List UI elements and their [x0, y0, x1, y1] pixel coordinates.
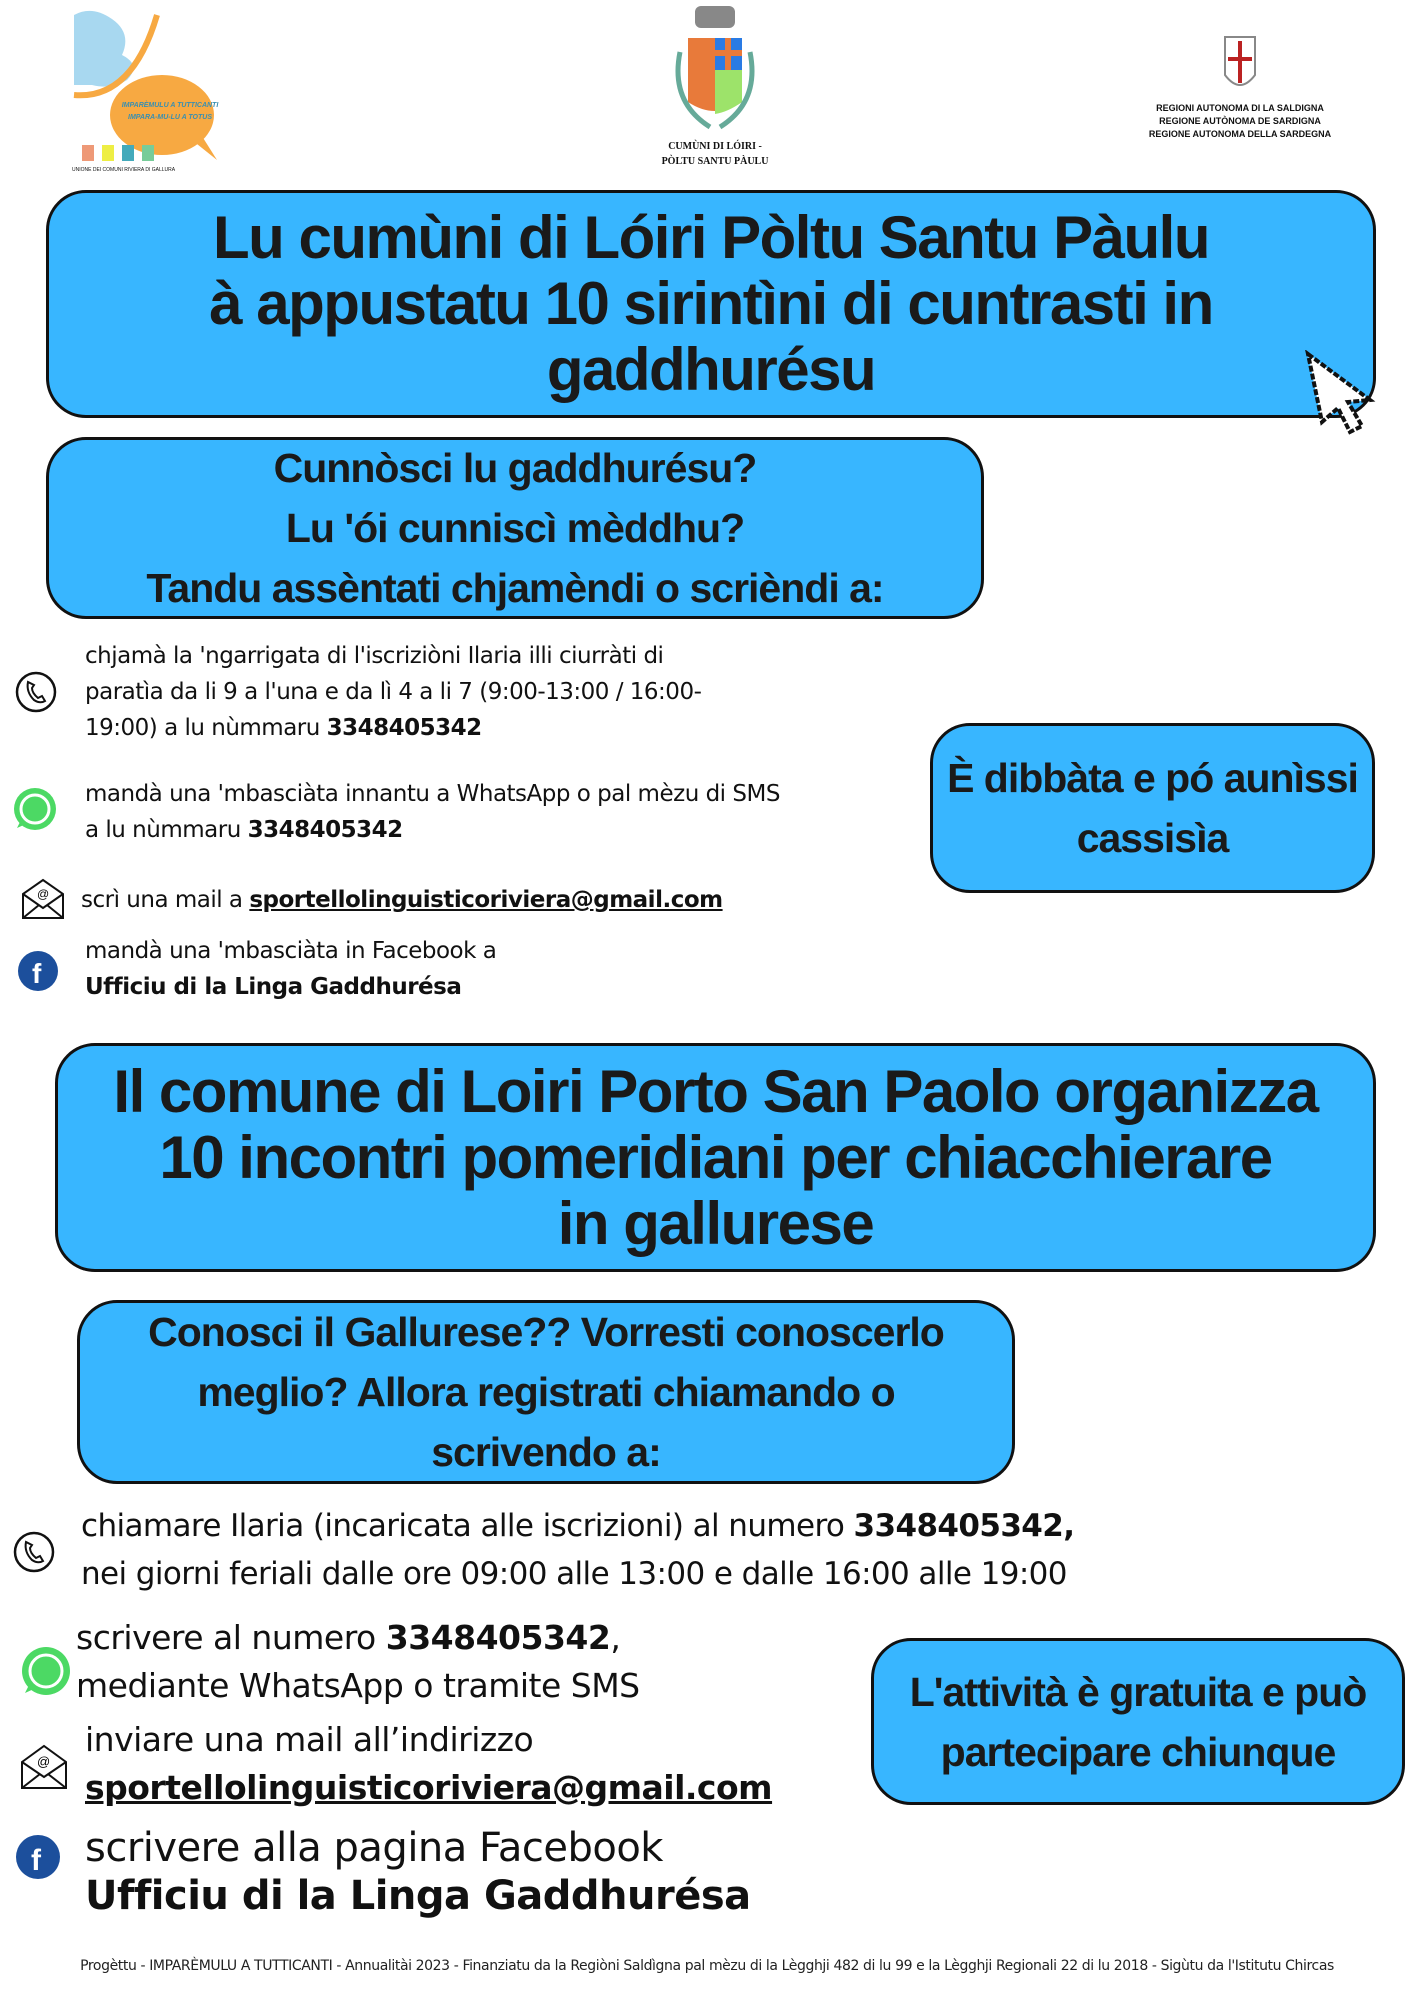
title-line: 10 incontri pomeridiani per chiacchierare — [159, 1123, 1272, 1191]
text-line: mandà una 'mbasciàta in Facebook a — [85, 938, 497, 964]
facebook-icon — [15, 1834, 61, 1880]
region-caption-line: REGIONE AUTÒNOMA DE SARDIGNA — [1159, 116, 1321, 126]
gallurese-whatsapp-text — [85, 776, 885, 848]
italian-title-box — [55, 1043, 1376, 1272]
question-line: scrivendo a: — [431, 1429, 661, 1475]
phone-number[interactable]: 3348405342, — [853, 1508, 1075, 1544]
imparemulu-logo-graphic — [72, 5, 252, 177]
facebook-icon — [17, 950, 59, 992]
municipality-crest — [650, 2, 780, 174]
logo-text-line: IMPARÈMULU A TUTTICANTI — [121, 102, 219, 109]
logo-caption: UNIONE DEI COMUNI RIVIERA DI GALLURA — [72, 167, 176, 173]
svg-text:f: f — [32, 958, 42, 989]
text-line: nei giorni feriali dalle ore 09:00 alle 13:00 e dalle 16:00 alle 19:00 — [81, 1556, 1067, 1592]
question-line: Conosci il Gallurese?? Vorresti conoscerlo — [148, 1309, 944, 1355]
email-icon — [21, 878, 65, 920]
italian-question-box — [77, 1300, 1015, 1484]
text-line: 19:00) a lu nùmmaru — [85, 715, 327, 741]
title-line: in gallurese — [557, 1189, 874, 1257]
title-line: Il comune di Loiri Porto San Paolo organizza — [113, 1057, 1318, 1125]
title-line: Lu cumùni di Lóiri Pòltu Santu Pàulu — [213, 204, 1209, 271]
crest-icon — [650, 2, 780, 134]
gallurese-phone-text — [85, 638, 805, 746]
italian-whatsapp-text — [76, 1614, 640, 1710]
facebook-page-link[interactable]: Ufficiu di la Linga Gaddhurésa — [85, 1873, 751, 1919]
question-line: Cunnòsci lu gaddhurésu? — [273, 445, 757, 491]
email-icon — [20, 1744, 68, 1790]
whatsapp-number[interactable]: 3348405342 — [385, 1618, 611, 1657]
phone-number[interactable]: 3348405342 — [326, 715, 482, 741]
italian-mail-text — [85, 1716, 772, 1812]
text-line: scrivere al numero — [76, 1618, 386, 1657]
question-line: Lu 'ói cunniscì mèddhu? — [285, 505, 745, 551]
free-line: cassisìa — [1076, 815, 1229, 861]
question-line: meglio? Allora registrati chiamando o — [197, 1369, 895, 1415]
text-line: a lu nùmmaru — [85, 817, 248, 843]
text-line: chjamà la 'ngarrigata di l'iscriziòni Ilaria illi ciurràti di — [85, 643, 664, 669]
question-line: Tandu assèntati chjamèndi o scrièndi a: — [146, 565, 884, 611]
text-line: scrì una mail a — [81, 887, 250, 913]
region-caption-line: REGIONE AUTONOMA DELLA SARDEGNA — [1148, 129, 1332, 139]
free-line: È dibbàta e pó aunìssi — [947, 755, 1358, 801]
gallurese-question-box — [46, 437, 984, 619]
svg-text:@: @ — [37, 887, 50, 901]
svg-text:f: f — [31, 1844, 41, 1877]
text-line: scrivere alla pagina Facebook — [85, 1825, 663, 1871]
logo-text-line: IMPARA-MU-LU A TOTUS — [128, 114, 212, 121]
whatsapp-icon — [20, 1645, 72, 1697]
italian-phone-text — [81, 1502, 1381, 1598]
text-line: inviare una mail all’indirizzo — [85, 1720, 534, 1759]
crest-caption-line: CUMÙNI DI LÓIRI - — [668, 141, 762, 152]
gallurese-title-box — [46, 190, 1376, 418]
title-line: à appustatu 10 sirintìni di cuntrasti in — [209, 270, 1213, 337]
facebook-page-link[interactable]: Ufficiu di la Linga Gaddhurésa — [85, 974, 462, 1000]
text-line: mediante WhatsApp o tramite SMS — [76, 1666, 640, 1705]
phone-icon — [12, 1530, 56, 1574]
text-line: chiamare Ilaria (incaricata alle iscrizioni) al numero — [81, 1508, 854, 1544]
free-line: partecipare chiunque — [940, 1728, 1336, 1775]
sardinia-emblem-icon — [1120, 35, 1360, 97]
italian-facebook-text — [85, 1824, 751, 1920]
gallurese-free-box — [930, 723, 1375, 893]
whatsapp-number[interactable]: 3348405342 — [247, 817, 403, 843]
free-line: L'attività è gratuita e può — [909, 1668, 1367, 1715]
email-link[interactable]: sportellolinguisticoriviera@gmail.com — [85, 1768, 773, 1807]
email-link[interactable]: sportellolinguisticoriviera@gmail.com — [249, 887, 723, 913]
cursor-pointer-icon — [1300, 350, 1390, 435]
imparemulu-logo — [72, 5, 252, 177]
region-caption-line: REGIONI AUTONOMA DI LA SALDIGNA — [1156, 103, 1324, 113]
comma: , — [610, 1618, 621, 1657]
crest-caption-line: PÒLTU SANTU PÀULU — [661, 156, 769, 167]
svg-text:@: @ — [37, 1754, 51, 1769]
phone-icon — [14, 670, 58, 714]
sardinia-region-logo — [1120, 35, 1360, 141]
title-line: gaddhurésu — [546, 336, 876, 403]
whatsapp-icon — [12, 786, 58, 832]
text-line: paratìa da li 9 a l'una e da lì 4 a li 7 (9:00-13:00 / 16:00- — [85, 679, 702, 705]
italian-free-box — [871, 1638, 1405, 1805]
text-line: mandà una 'mbasciàta innantu a WhatsApp o pal mèzu di SMS — [85, 781, 780, 807]
gallurese-facebook-text — [85, 933, 496, 1005]
gallurese-mail-text — [81, 882, 723, 918]
footer-credits: Progèttu - IMPARÈMULU A TUTTICANTI - Annualitài 2023 - Finanziatu da la Regiòni Saldìgna pal mèzu di la Lègghji 482 di lu 99 e la Lègghji Regionali 22 di lu 2018 - Sigùtu da l'Istitutu Chircas — [80, 1958, 1334, 1974]
